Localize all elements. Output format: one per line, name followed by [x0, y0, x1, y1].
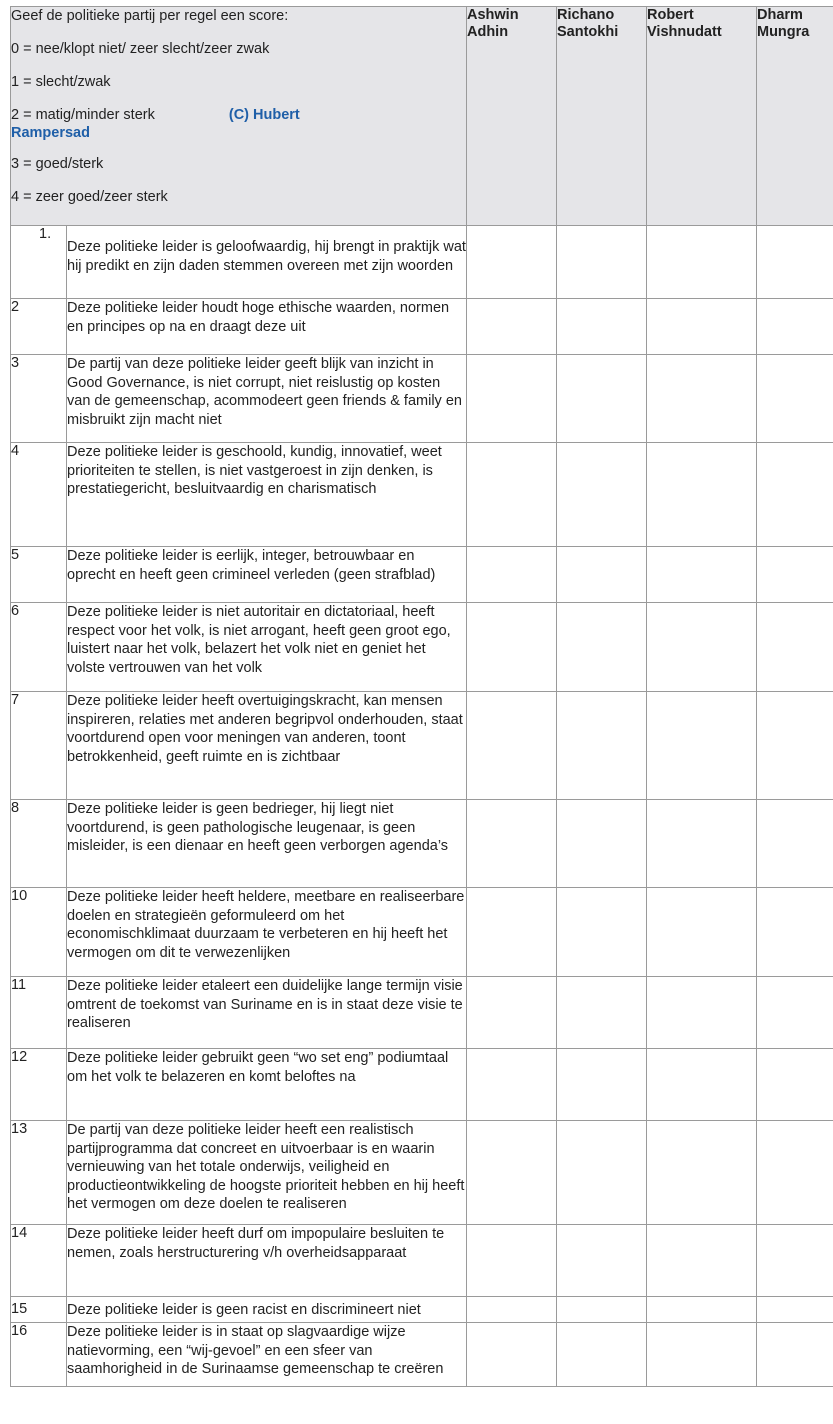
scale-3: 3 = goed/sterk: [11, 156, 104, 172]
statement-number: 4: [11, 443, 67, 547]
score-cell-santokhi[interactable]: [557, 1323, 647, 1387]
score-cell-vishnudatt[interactable]: [647, 888, 757, 977]
statement-row: [11, 603, 833, 692]
statement-row: [11, 977, 833, 1049]
score-cell-santokhi[interactable]: [557, 888, 647, 977]
statement-row: [11, 888, 833, 977]
statement-text: De partij van deze politieke leider geeft blijk van inzicht in Good Governance, is niet corrupt, niet reislustig op kosten van de gemeenschap, acommodeert geen friends & family en misbruikt zijn macht niet: [67, 355, 467, 443]
candidate-header-santokhi: Richano Santokhi: [557, 7, 647, 226]
candidate-header-adhin: Ashwin Adhin: [467, 7, 557, 226]
statement-number: 2: [11, 299, 67, 355]
statement-row: [11, 1297, 833, 1323]
statement-rows: [11, 226, 833, 1387]
score-cell-vishnudatt[interactable]: [647, 547, 757, 603]
score-cell-vishnudatt[interactable]: [647, 1297, 757, 1323]
score-cell-santokhi[interactable]: [557, 603, 647, 692]
statement-row: [11, 547, 833, 603]
score-cell-mungra[interactable]: [757, 603, 833, 692]
scale-1: 1 = slecht/zwak: [11, 74, 111, 90]
score-cell-santokhi[interactable]: [557, 355, 647, 443]
score-cell-adhin[interactable]: [467, 1323, 557, 1387]
score-cell-adhin[interactable]: [467, 603, 557, 692]
statement-number: 6: [11, 603, 67, 692]
instructions-cell: [11, 7, 467, 226]
instructions-text: Geef de politieke partij per regel een score:: [11, 8, 289, 24]
statement-text: Deze politieke leider is geloofwaardig, hij brengt in praktijk wat hij predikt en zijn daden stemmen overeen met zijn woorden: [67, 226, 467, 299]
statement-row: [11, 800, 833, 888]
score-cell-mungra[interactable]: [757, 1323, 833, 1387]
score-cell-adhin[interactable]: [467, 800, 557, 888]
score-cell-adhin[interactable]: [467, 692, 557, 800]
score-cell-mungra[interactable]: [757, 1049, 833, 1121]
score-cell-mungra[interactable]: [757, 299, 833, 355]
statement-number: 14: [11, 1225, 67, 1297]
statement-row: [11, 1121, 833, 1225]
score-cell-vishnudatt[interactable]: [647, 692, 757, 800]
score-cell-santokhi[interactable]: [557, 1121, 647, 1225]
score-cell-santokhi[interactable]: [557, 1297, 647, 1323]
score-cell-vishnudatt[interactable]: [647, 1225, 757, 1297]
candidate-header-mungra: Dharm Mungra: [757, 7, 833, 226]
statement-number: 10: [11, 888, 67, 977]
statement-text: Deze politieke leider etaleert een duidelijke lange termijn visie omtrent de toekomst van Suriname en is in staat deze visie te realiseren: [67, 977, 467, 1049]
statement-number: 3: [11, 355, 67, 443]
scale-2: 2 = matig/minder sterk: [11, 107, 155, 123]
score-cell-mungra[interactable]: [757, 1121, 833, 1225]
statement-text: Deze politieke leider heeft overtuigingskracht, kan mensen inspireren, relaties met anderen begripvol onderhouden, staat voortdurend open voor meningen van anderen, toont betrokkenheid, geeft ruimte en is zichtbaar: [67, 692, 467, 800]
statement-row: [11, 355, 833, 443]
score-cell-santokhi[interactable]: [557, 226, 647, 299]
candidate-header-vishnudatt: Robert Vishnudatt: [647, 7, 757, 226]
statement-number: 13: [11, 1121, 67, 1225]
score-cell-adhin[interactable]: [467, 1297, 557, 1323]
score-cell-mungra[interactable]: [757, 226, 833, 299]
score-cell-mungra[interactable]: [757, 355, 833, 443]
score-cell-adhin[interactable]: [467, 443, 557, 547]
score-cell-adhin[interactable]: [467, 1049, 557, 1121]
score-cell-vishnudatt[interactable]: [647, 800, 757, 888]
statement-text: Deze politieke leider is geen racist en discrimineert niet: [67, 1297, 467, 1323]
statement-row: [11, 443, 833, 547]
score-cell-adhin[interactable]: [467, 226, 557, 299]
statement-row: [11, 1049, 833, 1121]
statement-row: [11, 299, 833, 355]
score-cell-vishnudatt[interactable]: [647, 443, 757, 547]
score-cell-santokhi[interactable]: [557, 692, 647, 800]
score-cell-mungra[interactable]: [757, 1225, 833, 1297]
header-row: [11, 7, 833, 226]
score-cell-vishnudatt[interactable]: [647, 603, 757, 692]
score-cell-santokhi[interactable]: [557, 1049, 647, 1121]
statement-text: Deze politieke leider is niet autoritair en dictatoriaal, heeft respect voor het volk, is niet arrogant, heeft geen groot ego, luistert naar het volk, belazert het volk niet en geniet het volste vertrouwen van het volk: [67, 603, 467, 692]
statement-text: Deze politieke leider houdt hoge ethische waarden, normen en principes op na en draagt deze uit: [67, 299, 467, 355]
statement-number: 15: [11, 1297, 67, 1323]
score-cell-santokhi[interactable]: [557, 299, 647, 355]
statement-number: 11: [11, 977, 67, 1049]
score-cell-adhin[interactable]: [467, 355, 557, 443]
score-cell-mungra[interactable]: [757, 888, 833, 977]
score-cell-mungra[interactable]: [757, 547, 833, 603]
score-cell-vishnudatt[interactable]: [647, 1049, 757, 1121]
statement-number: 12: [11, 1049, 67, 1121]
score-cell-adhin[interactable]: [467, 977, 557, 1049]
score-cell-vishnudatt[interactable]: [647, 226, 757, 299]
copyright-part2: Rampersad: [11, 125, 90, 141]
score-cell-vishnudatt[interactable]: [647, 355, 757, 443]
score-cell-adhin[interactable]: [467, 1225, 557, 1297]
statement-row: [11, 226, 833, 299]
score-cell-vishnudatt[interactable]: [647, 1121, 757, 1225]
score-cell-mungra[interactable]: [757, 1297, 833, 1323]
statement-row: [11, 1323, 833, 1387]
score-cell-vishnudatt[interactable]: [647, 1323, 757, 1387]
score-cell-mungra[interactable]: [757, 977, 833, 1049]
score-cell-adhin[interactable]: [467, 1121, 557, 1225]
statement-text: Deze politieke leider is in staat op slagvaardige wijze natievorming, een “wij-gevoel” en een sfeer van saamhorigheid in de Surinaamse gemeenschap te creëren: [67, 1323, 467, 1387]
score-cell-mungra[interactable]: [757, 692, 833, 800]
score-cell-adhin[interactable]: [467, 547, 557, 603]
statement-text: Deze politieke leider heeft heldere, meetbare en realiseerbare doelen en strategieën geformuleerd om het economischklimaat duurzaam te verbeteren en hij heeft het vermogen om dit te verwezenlijken: [67, 888, 467, 977]
scale-0: 0 = nee/klopt niet/ zeer slecht/zeer zwak: [11, 41, 270, 57]
score-cell-santokhi[interactable]: [557, 1225, 647, 1297]
score-cell-vishnudatt[interactable]: [647, 977, 757, 1049]
statement-number: 1.: [11, 226, 67, 299]
score-cell-vishnudatt[interactable]: [647, 299, 757, 355]
scale-2-line: [11, 106, 466, 142]
statement-text: Deze politieke leider heeft durf om impopulaire besluiten te nemen, zoals herstructurering v/h overheidsapparaat: [67, 1225, 467, 1297]
score-cell-santokhi[interactable]: [557, 443, 647, 547]
statement-number: 16: [11, 1323, 67, 1387]
copyright-part1: (C) Hubert: [228, 107, 300, 123]
statement-row: [11, 692, 833, 800]
scale-4: 4 = zeer goed/zeer sterk: [11, 189, 168, 205]
score-cell-santokhi[interactable]: [557, 800, 647, 888]
statement-text: Deze politieke leider is geen bedrieger, hij liegt niet voortdurend, is geen pathologische leugenaar, is geen misleider, is een dienaar en heeft geen verborgen agenda’s: [67, 800, 467, 888]
statement-text: Deze politieke leider is geschoold, kundig, innovatief, weet prioriteiten te stellen, is niet vastgeroest in zijn denken, is prestatiegericht, besluitvaardig en charismatisch: [67, 443, 467, 547]
score-cell-adhin[interactable]: [467, 888, 557, 977]
statement-number: 7: [11, 692, 67, 800]
statement-number: 5: [11, 547, 67, 603]
score-cell-mungra[interactable]: [757, 443, 833, 547]
statement-text: Deze politieke leider is eerlijk, integer, betrouwbaar en oprecht en heeft geen crimineel verleden (geen strafblad): [67, 547, 467, 603]
score-cell-mungra[interactable]: [757, 800, 833, 888]
statement-number: 8: [11, 800, 67, 888]
score-cell-adhin[interactable]: [467, 299, 557, 355]
statement-row: [11, 1225, 833, 1297]
statement-text: Deze politieke leider gebruikt geen “wo set eng” podiumtaal om het volk te belazeren en komt beloftes na: [67, 1049, 467, 1121]
score-cell-santokhi[interactable]: [557, 547, 647, 603]
score-table: [10, 6, 833, 1387]
score-cell-santokhi[interactable]: [557, 977, 647, 1049]
statement-text: De partij van deze politieke leider heeft een realistisch partijprogramma dat concreet en uitvoerbaar is en waarin vernieuwing van het totale onderwijs, veiligheid en productieontwikkeling de hoogste prioriteit hebben en hij heeft het vermogen om deze doelen te realiseren: [67, 1121, 467, 1225]
